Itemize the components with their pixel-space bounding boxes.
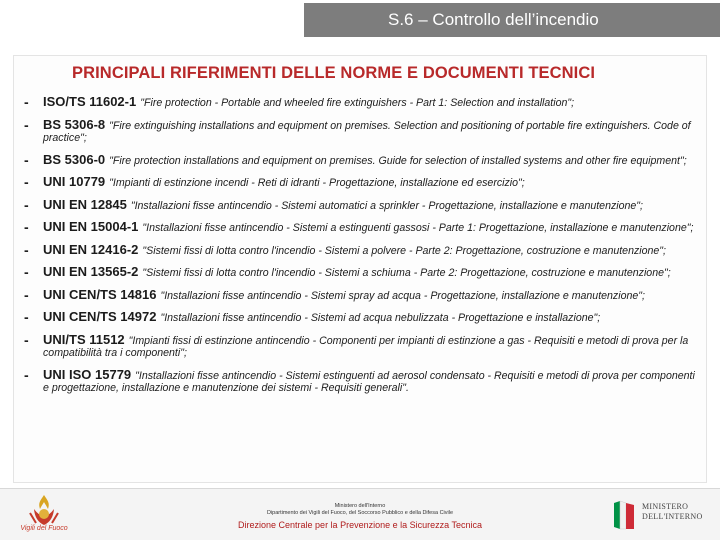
footer-directorate: Direzione Centrale per la Prevenzione e la Sicurezza Tecnica	[238, 520, 482, 530]
ministry-name-line1: MINISTERO	[642, 502, 689, 511]
norm-code: UNI CEN/TS 14816	[43, 286, 157, 302]
norm-description: "Impianti fissi di estinzione antincendio - Componenti per impianti di estinzione a gas - Requisiti e metodi di prova per la compatibilità tra i componenti";	[43, 334, 689, 359]
list-dash: -	[24, 331, 29, 348]
list-dash: -	[24, 151, 29, 168]
norm-description: "Installazioni fisse antincendio - Sistemi ad acqua nebulizzata - Progettazione e installazione";	[160, 312, 601, 324]
list-dash: -	[24, 196, 29, 213]
list-item	[14, 221, 708, 235]
norm-description: "Sistemi fissi di lotta contro l'incendio - Sistemi a schiuma - Parte 2: Progettazione, costruzione e manutenzione";	[142, 267, 671, 279]
norm-description: "Installazioni fisse antincendio - Sistemi a estinguenti gassosi - Parte 1: Progettazione, installazione e manutenzione";	[142, 222, 694, 234]
norm-description: "Impianti di estinzione incendi - Reti di idranti - Progettazione, installazione ed esercizio";	[109, 177, 525, 189]
norm-code: UNI EN 13565-2	[43, 264, 139, 279]
list-dash: -	[24, 309, 29, 325]
list-item	[14, 116, 708, 145]
list-item	[14, 176, 708, 190]
list-item	[14, 286, 708, 303]
norm-code: UNI/TS 11512	[43, 331, 125, 347]
slide-title-bar	[304, 3, 720, 37]
norm-code: UNI CEN/TS 14972	[43, 309, 157, 324]
list-dash: -	[24, 219, 29, 235]
norm-code: UNI EN 12845	[43, 196, 127, 212]
list-item	[14, 366, 708, 395]
ministry-name-line2: DELL'INTERNO	[642, 512, 703, 521]
norm-code: UNI EN 15004-1	[43, 219, 139, 234]
norm-code: UNI 10779	[43, 174, 106, 189]
list-item	[14, 96, 708, 110]
list-dash: -	[24, 94, 29, 110]
norm-code: UNI EN 12416-2	[43, 241, 139, 257]
vigili-del-fuoco-emblem-icon	[20, 493, 68, 539]
footer-ministry: Ministero dell'Interno	[334, 503, 386, 509]
list-dash: -	[24, 174, 29, 190]
italian-flag-icon	[612, 499, 636, 531]
list-item	[14, 241, 708, 258]
list-item	[14, 151, 708, 168]
list-dash: -	[24, 116, 29, 133]
norm-code: BS 5306-0	[43, 151, 106, 167]
footer-department: Dipartimento dei Vigili del Fuoco, del Soccorso Pubblico e della Difesa Civile	[266, 510, 454, 516]
norm-description: "Sistemi fissi di lotta contro l'incendio - Sistemi a polvere - Parte 2: Progettazione, costruzione e manutenzione";	[142, 244, 666, 257]
norm-code: UNI ISO 15779	[43, 366, 132, 382]
vvf-logo-text: Vigili del Fuoco	[20, 525, 68, 532]
norm-description: "Fire protection - Portable and wheeled fire extinguishers - Part 1: Selection and installation";	[140, 97, 575, 109]
slide-title: S.6 – Controllo dell’incendio	[388, 10, 599, 29]
norm-description: "Fire protection installations and equipment on premises. Guide for selection of installed systems and other fire equipment";	[109, 154, 687, 167]
document-image	[13, 55, 707, 483]
list-dash: -	[24, 286, 29, 303]
footer	[0, 488, 720, 540]
norm-description: "Installazioni fisse antincendio - Sistemi automatici a sprinkler - Progettazione, installazione e manutenzione";	[130, 199, 643, 212]
reference-list	[14, 96, 708, 395]
list-item	[14, 331, 708, 360]
norm-description: "Installazioni fisse antincendio - Sistemi estinguenti ad aerosol condensato - Requisiti e metodi di prova per componenti e progettazione, installazione e manutenzione dei sistemi - Requisiti generali".	[43, 369, 695, 394]
footer-info	[200, 503, 520, 531]
list-dash: -	[24, 241, 29, 258]
ministry-logo-text	[642, 502, 720, 522]
list-item	[14, 196, 708, 213]
list-item	[14, 311, 708, 325]
norm-description: "Installazioni fisse antincendio - Sistemi spray ad acqua - Progettazione, installazione e manutenzione";	[160, 289, 645, 302]
list-dash: -	[24, 366, 29, 383]
norm-code: BS 5306-8	[43, 116, 106, 132]
norm-code: ISO/TS 11602-1	[43, 94, 137, 109]
norm-description: "Fire extinguishing installations and equipment on premises. Selection and positioning of portable fire extinguishers. Code of practice";	[43, 119, 691, 144]
list-item	[14, 266, 708, 280]
list-dash: -	[24, 264, 29, 280]
document-heading: PRINCIPALI RIFERIMENTI DELLE NORME E DOCUMENTI TECNICI	[72, 64, 596, 82]
